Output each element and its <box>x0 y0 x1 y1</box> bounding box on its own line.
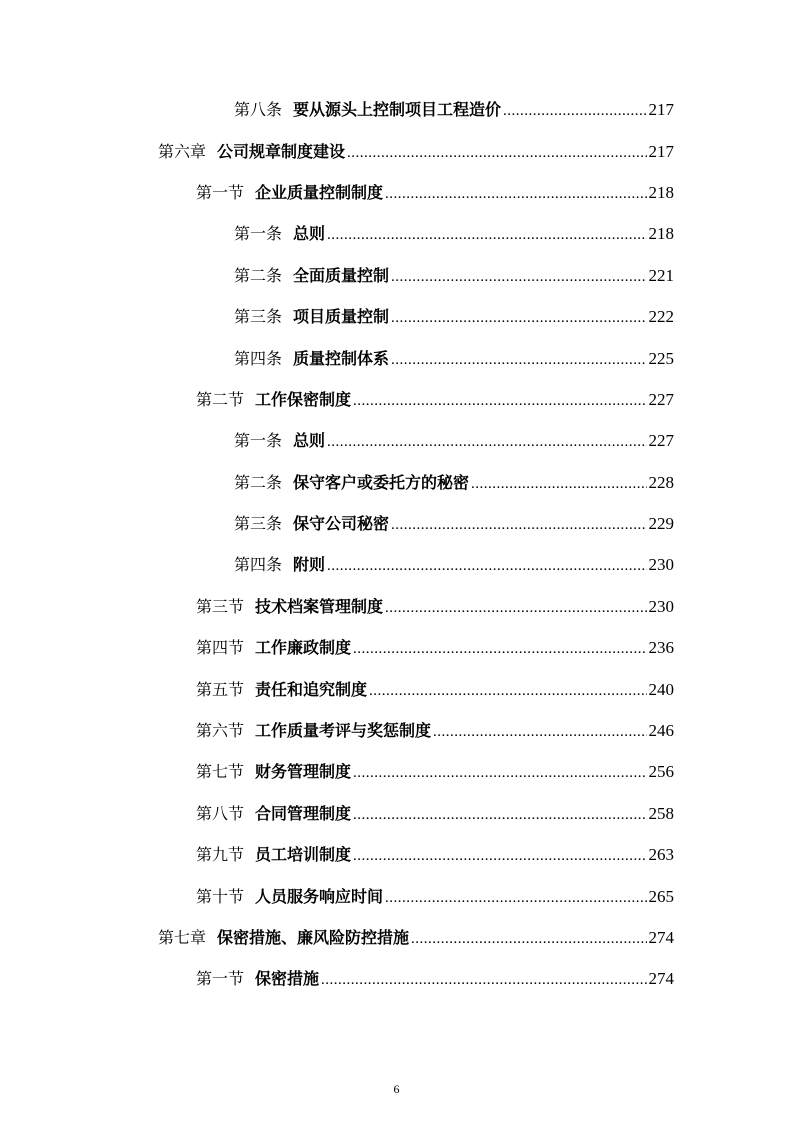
toc-entry-page: 263 <box>648 845 674 865</box>
dot-leader <box>353 639 646 659</box>
toc-entry[interactable] <box>0 256 793 297</box>
toc-entry[interactable] <box>0 380 793 421</box>
toc-entry[interactable] <box>0 338 793 379</box>
dot-leader <box>347 143 646 163</box>
toc-entry-title: 技术档案管理制度 <box>255 596 384 616</box>
toc-entry[interactable] <box>0 711 793 752</box>
toc-entry-page: 256 <box>648 762 674 782</box>
toc-entry-title: 要从源头上控制项目工程造价 <box>293 100 502 120</box>
toc-entry-label: 第七章 <box>158 928 207 947</box>
toc-entry-title: 责任和追究制度 <box>255 679 368 699</box>
toc-entry-page: 274 <box>648 969 674 989</box>
toc-entry-title: 工作廉政制度 <box>255 638 352 658</box>
toc-entry-title: 员工培训制度 <box>255 845 352 865</box>
toc-entry[interactable] <box>0 504 793 545</box>
toc-entry-page: 218 <box>648 224 674 244</box>
toc-entry-label: 第一节 <box>196 182 245 202</box>
dot-leader <box>353 846 646 866</box>
toc-entry-label: 第二条 <box>234 472 283 492</box>
toc-entry-title: 保守客户或委托方的秘密 <box>293 472 470 492</box>
toc-entry-title: 公司规章制度建设 <box>217 141 346 161</box>
toc-entry[interactable] <box>0 587 793 628</box>
dot-leader <box>433 722 646 742</box>
toc-entry-page: 227 <box>648 389 674 409</box>
dot-leader <box>353 763 646 783</box>
dot-leader <box>385 598 646 618</box>
toc-entry[interactable] <box>0 463 793 504</box>
dot-leader <box>391 350 646 370</box>
toc-entry-label: 第四条 <box>234 348 283 368</box>
toc-entry-page: 218 <box>648 182 674 202</box>
toc-entry[interactable] <box>0 297 793 338</box>
toc-entry-label: 第二节 <box>196 389 245 409</box>
toc-entry[interactable] <box>0 173 793 214</box>
toc-entry-page: 274 <box>648 928 674 947</box>
dot-leader <box>353 391 646 411</box>
toc-entry[interactable] <box>0 545 793 586</box>
toc-entry[interactable] <box>0 752 793 793</box>
toc-entry-title: 人员服务响应时间 <box>255 886 384 906</box>
toc-entry-page: 258 <box>648 803 674 823</box>
toc-entry-label: 第一条 <box>234 224 283 244</box>
toc-entry-label: 第五节 <box>196 679 245 699</box>
table-of-contents <box>0 90 793 1001</box>
toc-entry-label: 第四条 <box>234 555 283 575</box>
dot-leader <box>327 432 646 452</box>
toc-entry-title: 质量控制体系 <box>293 348 390 368</box>
dot-leader <box>411 929 646 949</box>
dot-leader <box>327 225 646 245</box>
toc-entry[interactable] <box>0 421 793 462</box>
toc-entry[interactable] <box>0 794 793 835</box>
toc-entry-page: 221 <box>648 265 674 285</box>
toc-entry-title: 项目质量控制 <box>293 307 390 327</box>
toc-entry-page: 217 <box>648 141 674 161</box>
toc-entry-page: 230 <box>648 596 674 616</box>
toc-entry[interactable] <box>0 835 793 876</box>
toc-entry-label: 第八节 <box>196 803 245 823</box>
dot-leader <box>327 556 646 576</box>
dot-leader <box>321 970 646 990</box>
dot-leader <box>369 681 646 701</box>
toc-entry-page: 265 <box>648 886 674 906</box>
toc-entry-title: 总则 <box>293 224 326 244</box>
toc-entry-title: 保密措施 <box>255 969 320 989</box>
toc-entry-page: 240 <box>648 679 674 699</box>
toc-entry[interactable] <box>0 876 793 917</box>
dot-leader <box>385 888 646 908</box>
dot-leader <box>391 267 646 287</box>
toc-entry-title: 全面质量控制 <box>293 265 390 285</box>
toc-entry-title: 工作质量考评与奖惩制度 <box>255 721 432 741</box>
toc-entry-label: 第二条 <box>234 265 283 285</box>
toc-entry-page: 230 <box>648 555 674 575</box>
toc-entry-page: 228 <box>648 472 674 492</box>
dot-leader <box>385 184 646 204</box>
dot-leader <box>391 308 646 328</box>
toc-entry-label: 第七节 <box>196 762 245 782</box>
toc-entry[interactable] <box>0 90 793 131</box>
toc-entry-label: 第三节 <box>196 596 245 616</box>
toc-entry-label: 第四节 <box>196 638 245 658</box>
toc-entry-label: 第十节 <box>196 886 245 906</box>
dot-leader <box>471 474 646 494</box>
toc-entry[interactable] <box>0 131 793 172</box>
toc-entry-title: 保密措施、廉风险防控措施 <box>217 928 410 947</box>
page-number: 6 <box>393 1082 400 1096</box>
toc-entry-label: 第六章 <box>158 141 207 161</box>
toc-entry-title: 保守公司秘密 <box>293 514 390 534</box>
toc-entry-label: 第三条 <box>234 514 283 534</box>
toc-entry-label: 第一节 <box>196 969 245 989</box>
toc-entry[interactable] <box>0 628 793 669</box>
toc-entry-page: 227 <box>648 431 674 451</box>
dot-leader <box>353 805 646 825</box>
toc-entry[interactable] <box>0 959 793 1000</box>
toc-entry-title: 企业质量控制制度 <box>255 182 384 202</box>
toc-entry-page: 236 <box>648 638 674 658</box>
toc-entry-page: 229 <box>648 514 674 534</box>
toc-entry[interactable] <box>0 214 793 255</box>
dot-leader <box>503 101 646 121</box>
toc-entry-page: 222 <box>648 307 674 327</box>
toc-entry[interactable] <box>0 918 793 959</box>
toc-entry-title: 附则 <box>293 555 326 575</box>
toc-entry-title: 财务管理制度 <box>255 762 352 782</box>
toc-entry-page: 225 <box>648 348 674 368</box>
toc-entry[interactable] <box>0 669 793 710</box>
toc-entry-label: 第一条 <box>234 431 283 451</box>
toc-entry-title: 合同管理制度 <box>255 803 352 823</box>
dot-leader <box>391 515 646 535</box>
toc-entry-page: 217 <box>648 100 674 120</box>
toc-entry-label: 第九节 <box>196 845 245 865</box>
toc-entry-title: 总则 <box>293 431 326 451</box>
toc-entry-label: 第三条 <box>234 307 283 327</box>
toc-entry-page: 246 <box>648 721 674 741</box>
toc-entry-title: 工作保密制度 <box>255 389 352 409</box>
toc-entry-label: 第八条 <box>234 100 283 120</box>
toc-entry-label: 第六节 <box>196 721 245 741</box>
